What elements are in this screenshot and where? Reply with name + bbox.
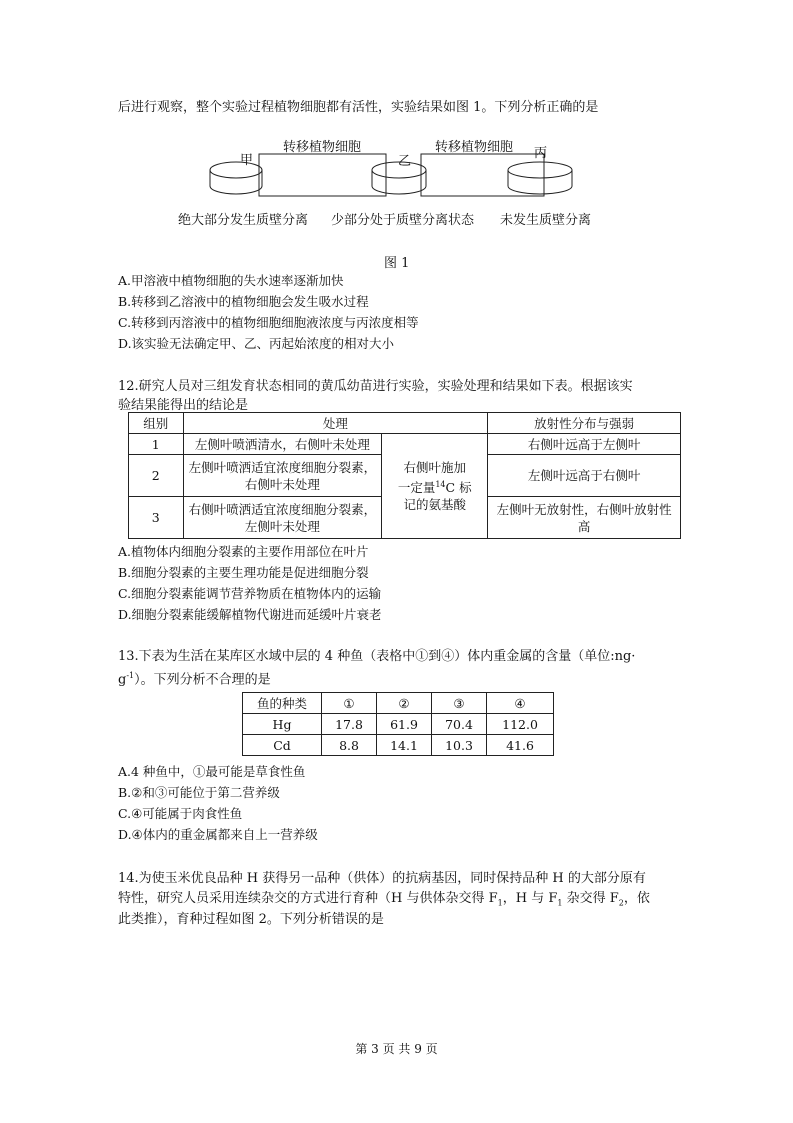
q11-option-d: D.该实验无法确定甲、乙、丙起始浓度的相对大小 — [118, 336, 395, 351]
q14-stem-line3: 此类推），育种过程如图 2。下列分析错误的是 — [118, 912, 384, 927]
f2-subscript: 2 — [618, 898, 624, 908]
q12-row1-treatment: 左侧叶喷洒清水，右侧叶未处理 — [183, 434, 382, 455]
figure-1-title: 图 1 — [384, 256, 410, 271]
page-footer: 第 3 页 共 9 页 — [355, 1042, 438, 1056]
q13-option-c: C.④可能属于肉食性鱼 — [118, 806, 243, 821]
q13-hg-label: Hg — [243, 714, 322, 735]
f1-subscript: 1 — [497, 898, 503, 908]
q11-option-a: A.甲溶液中植物细胞的失水速率逐渐加快 — [118, 273, 344, 288]
shared-treatment-part-b: 一定量 — [397, 480, 436, 496]
q13-hg-1: 17.8 — [322, 714, 377, 735]
q12-stem-line1: 12.研究人员对三组发育状态相同的黄瓜幼苗进行实验，实验处理和结果如下表。根据该实 — [118, 379, 633, 394]
dish-jia — [210, 162, 262, 194]
q13-stem-line2 — [118, 667, 271, 689]
q14-line2-part-a: 特性，研究人员采用连续杂交的方式进行育种（H 与供体杂交得 F — [118, 891, 498, 906]
q14-line2-part-d: ，依 — [623, 891, 650, 906]
dish-label-yi: 乙 — [398, 154, 412, 169]
q12-option-d: D.细胞分裂素能缓解植物代谢进而延缓叶片衰老 — [118, 607, 382, 622]
q13-hg-4: 112.0 — [487, 714, 554, 735]
unit-g: g — [118, 672, 127, 688]
q13-cd-2: 14.1 — [377, 735, 432, 756]
q13-cd-label: Cd — [243, 735, 322, 756]
dish-bing — [508, 162, 572, 194]
q12-option-c: C.细胞分裂素能调节营养物质在植物体内的运输 — [118, 586, 382, 601]
q14-stem-line2 — [118, 890, 650, 913]
q13-cd-1: 8.8 — [322, 735, 377, 756]
table-row — [243, 714, 554, 735]
unit-exponent: -1 — [126, 671, 135, 680]
q13-hg-3: 70.4 — [432, 714, 487, 735]
figure-caption-1: 绝大部分发生质壁分离 — [178, 213, 309, 228]
table-row — [243, 693, 554, 714]
q12-option-b: B.细胞分裂素的主要生理功能是促进细胞分裂 — [118, 565, 369, 580]
transfer-label-2: 转移植物细胞 — [435, 140, 514, 155]
q12-header-treatment: 处理 — [183, 413, 488, 434]
q12-row3-result: 左侧叶无放射性，右侧叶放射性高 — [488, 497, 681, 539]
q14-line2-part-c: 杂交得 F — [562, 891, 619, 906]
figure-caption-3: 未发生质壁分离 — [500, 213, 592, 228]
transfer-box-2 — [421, 154, 544, 196]
q13-cd-4: 41.6 — [487, 735, 554, 756]
q13-cd-3: 10.3 — [432, 735, 487, 756]
isotope-superscript: 14 — [435, 479, 446, 489]
q12-row2-group: 2 — [129, 455, 184, 497]
dish-label-jia: 甲 — [240, 153, 254, 168]
q12-header-result: 放射性分布与强弱 — [488, 413, 681, 434]
q13-option-a: A.4 种鱼中，①最可能是草食性鱼 — [118, 764, 306, 779]
q13-header-species: 鱼的种类 — [243, 693, 322, 714]
q14-stem-line1: 14.为使玉米优良品种 H 获得另一品种（供体）的抗病基因，同时保持品种 H 的大部分原有 — [118, 871, 646, 886]
figure-caption-2: 少部分处于质壁分离状态 — [331, 213, 475, 228]
table-row — [243, 735, 554, 756]
q12-row1-result: 右侧叶远高于左侧叶 — [488, 434, 681, 455]
q13-table — [242, 692, 554, 756]
q12-row3-treatment: 右侧叶喷洒适宜浓度细胞分裂素，左侧叶未处理 — [183, 497, 382, 539]
q12-row3-group: 3 — [129, 497, 184, 539]
q12-stem-line2: 验结果能得出的结论是 — [118, 398, 249, 413]
q13-hg-2: 61.9 — [377, 714, 432, 735]
q13-header-4: ④ — [487, 693, 554, 714]
q14-line2-part-b: ，H 与 F — [502, 891, 558, 906]
q12-header-group: 组别 — [129, 413, 184, 434]
shared-treatment-part-d: 记的氨基酸 — [403, 497, 466, 513]
q12-table — [128, 412, 681, 539]
q12-row2-result: 左侧叶远高于右侧叶 — [488, 455, 681, 497]
table-row — [129, 434, 681, 455]
q13-option-d: D.④体内的重金属都来自上一营养级 — [118, 827, 318, 842]
transfer-label-1: 转移植物细胞 — [283, 140, 362, 155]
q13-option-b: B.②和③可能位于第二营养级 — [118, 785, 280, 800]
q12-option-a: A.植物体内细胞分裂素的主要作用部位在叶片 — [118, 544, 369, 559]
dish-label-bing: 丙 — [534, 146, 548, 161]
q13-stem-tail: ）。下列分析不合理的是 — [134, 672, 271, 688]
q12-shared-treatment — [382, 434, 488, 539]
shared-treatment-part-c: C 标 — [445, 480, 472, 496]
q13-header-2: ② — [377, 693, 432, 714]
transfer-box-1 — [259, 154, 386, 196]
q13-stem-line1: 13.下表为生活在某库区水域中层的 4 种鱼（表格中①到④）体内重金属的含量（单位:ng· — [118, 649, 636, 664]
q11-option-b: B.转移到乙溶液中的植物细胞会发生吸水过程 — [118, 294, 369, 309]
q11-option-c: C.转移到丙溶液中的植物细胞细胞液浓度与丙浓度相等 — [118, 315, 419, 330]
q11-stem: 后进行观察，整个实验过程植物细胞都有活性，实验结果如图 1。下列分析正确的是 — [118, 100, 599, 115]
q12-row2-treatment: 左侧叶喷洒适宜浓度细胞分裂素，右侧叶未处理 — [183, 455, 382, 497]
f1-subscript-2: 1 — [557, 898, 563, 908]
q12-row1-group: 1 — [129, 434, 184, 455]
q13-header-3: ③ — [432, 693, 487, 714]
q13-header-1: ① — [322, 693, 377, 714]
shared-treatment-part-a: 右侧叶施加 — [403, 459, 466, 475]
